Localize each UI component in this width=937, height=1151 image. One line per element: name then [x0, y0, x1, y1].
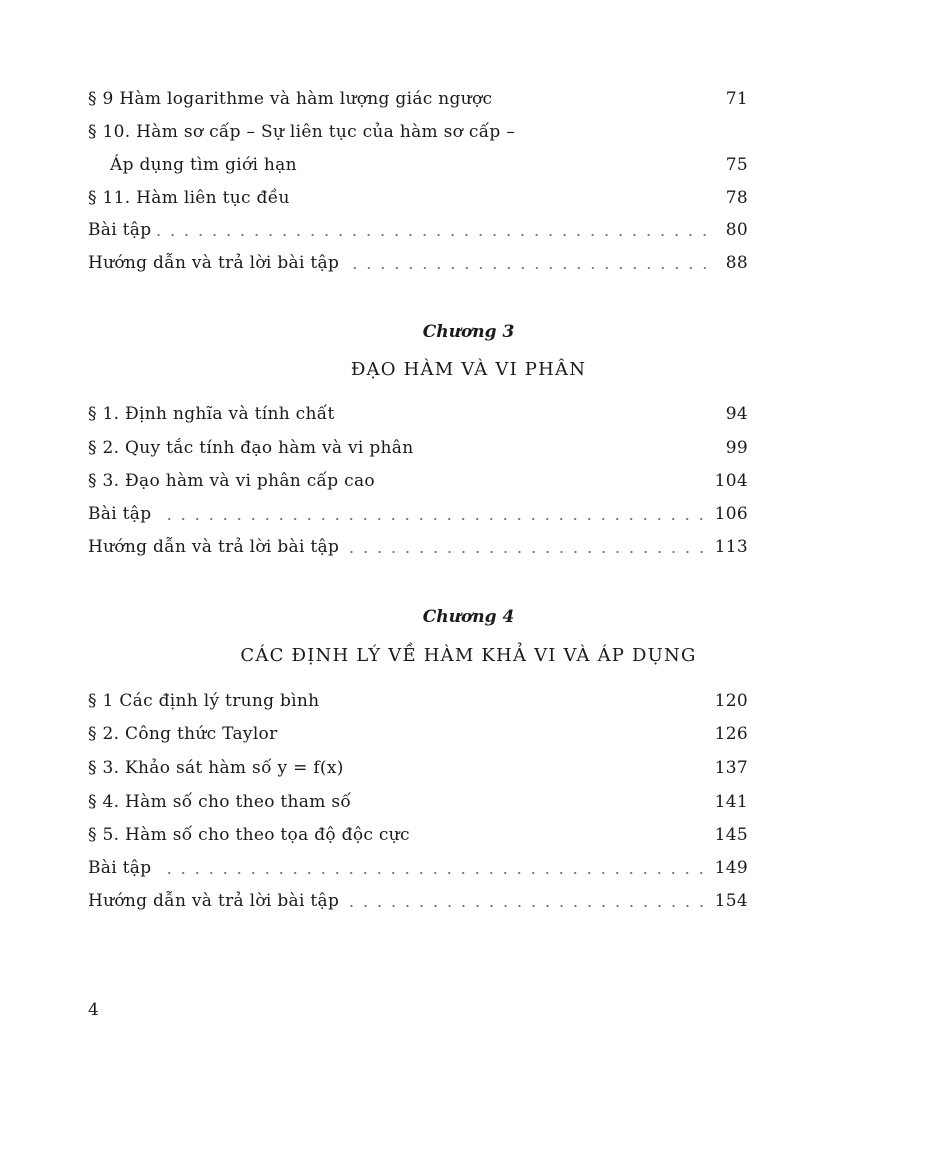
toc-entry-page: 137	[714, 758, 748, 778]
toc-entry	[88, 148, 748, 176]
toc-entry	[88, 530, 748, 558]
toc-entry	[88, 851, 748, 879]
toc-entry-label: § 11. Hàm liên tục đều	[88, 188, 290, 208]
dot-leader	[157, 872, 708, 874]
toc-entry-label: § 9 Hàm logarithme và hàm lượng giác ngược	[88, 89, 493, 109]
toc-entry-label: § 5. Hàm số cho theo tọa độ độc cực	[88, 825, 410, 845]
toc-entry	[88, 785, 748, 813]
toc-entry-label: § 10. Hàm sơ cấp – Sự liên tục của hàm sơ cấp –	[88, 122, 516, 142]
dot-leader	[345, 551, 708, 553]
toc-entry	[88, 818, 748, 846]
toc-entry-page: 94	[725, 404, 748, 424]
toc-entry-label: § 2. Công thức Taylor	[88, 724, 278, 744]
toc-entry	[88, 431, 748, 459]
toc-entry-page: 99	[725, 438, 748, 458]
chapter-label: Chương 3	[422, 322, 515, 342]
toc-entry	[88, 397, 748, 425]
page-number: 4	[88, 1000, 99, 1020]
toc-entry	[88, 115, 748, 143]
toc-entry	[88, 213, 748, 241]
toc-entry	[88, 497, 748, 525]
dot-leader	[345, 267, 712, 269]
toc-entry-page: 104	[714, 471, 748, 491]
toc-entry-page: 113	[714, 537, 748, 557]
toc-entry-label: § 2. Quy tắc tính đạo hàm và vi phân	[88, 438, 414, 458]
chapter-label: Chương 4	[422, 607, 515, 627]
dot-leader	[157, 234, 712, 236]
toc-entry-label: Bài tập	[88, 504, 152, 524]
toc-entry-page: 80	[725, 220, 748, 240]
toc-entry	[88, 684, 748, 712]
toc-entry-label: Bài tập	[88, 220, 152, 240]
toc-entry-page: 141	[714, 792, 748, 812]
chapter-title: ĐẠO HÀM VÀ VI PHÂN	[350, 359, 587, 380]
toc-entry-label: Hướng dẫn và trả lời bài tập	[88, 891, 340, 911]
toc-entry-label: § 3. Khảo sát hàm số y = f(x)	[88, 758, 344, 778]
dot-leader	[345, 905, 708, 907]
dot-leader	[157, 518, 708, 520]
toc-entry-label: Hướng dẫn và trả lời bài tập	[88, 253, 340, 273]
toc-entry-label: § 3. Đạo hàm và vi phân cấp cao	[88, 471, 375, 491]
toc-entry	[88, 464, 748, 492]
toc-entry	[88, 884, 748, 912]
toc-entry-page: 149	[714, 858, 748, 878]
toc-entry-label: § 1. Định nghĩa và tính chất	[88, 404, 335, 424]
toc-entry	[88, 717, 748, 745]
toc-entry-label: § 1 Các định lý trung bình	[88, 691, 320, 711]
toc-entry-label: § 4. Hàm số cho theo tham số	[88, 792, 352, 812]
toc-entry-page: 78	[725, 188, 748, 208]
toc-entry-page: 106	[714, 504, 748, 524]
toc-entry	[88, 181, 748, 209]
toc-entry	[88, 246, 748, 274]
toc-entry-page: 126	[714, 724, 748, 744]
toc-entry-label: Bài tập	[88, 858, 152, 878]
toc-entry-page: 154	[714, 891, 748, 911]
toc-entry-page: 75	[725, 155, 748, 175]
toc-entry	[88, 82, 748, 110]
chapter-title: CÁC ĐỊNH LÝ VỀ HÀM KHẢ VI VÀ ÁP DỤNG	[240, 645, 697, 666]
toc-entry-page: 120	[714, 691, 748, 711]
toc-entry-page: 71	[725, 89, 748, 109]
toc-entry	[88, 751, 748, 779]
toc-entry-label: Hướng dẫn và trả lời bài tập	[88, 537, 340, 557]
toc-entry-page: 88	[725, 253, 748, 273]
toc-entry-label: Áp dụng tìm giới hạn	[110, 155, 297, 175]
toc-entry-page: 145	[714, 825, 748, 845]
